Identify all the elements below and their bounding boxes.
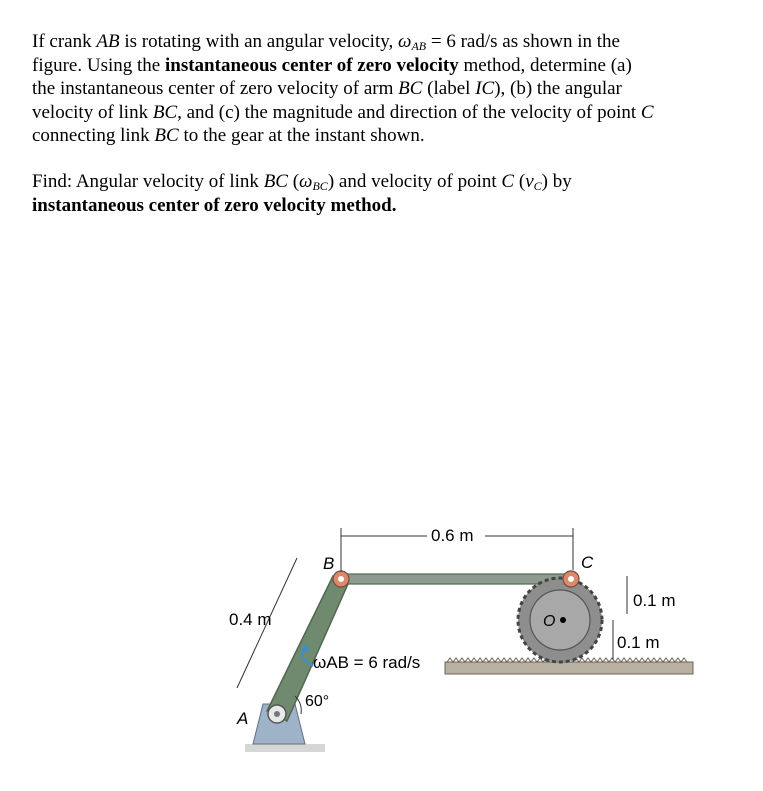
dim-r-top-label: 0.1 m (633, 591, 676, 610)
pin-c-center (568, 576, 574, 582)
dim-ab-label: 0.4 m (229, 610, 272, 629)
pin-b-center (338, 576, 344, 582)
gear-center-o (560, 617, 566, 623)
gear-rack (445, 662, 693, 674)
ground-base (245, 744, 325, 752)
omega-label: ωAB = 6 rad/s (313, 653, 421, 672)
problem-line-5: connecting link BC to the gear at the instant shown. (32, 125, 425, 146)
find-line-2: instantaneous center of zero velocity method. (32, 194, 397, 216)
problem-line-4: velocity of link BC, and (c) the magnitude and direction of the velocity of point C (32, 101, 654, 123)
problem-line-1: If crank AB is rotating with an angular velocity, $\omega_{AB} = 6$ rad/s as shown in the (32, 31, 620, 53)
angle-label: 60° (305, 693, 330, 710)
pin-a-center (274, 711, 280, 717)
find-statement (32, 170, 732, 217)
mechanism-figure (215, 508, 715, 783)
problem-line-3: the instantaneous center of zero velocity of arm BC (label IC), (b) the angular (32, 78, 622, 99)
problem-line-2: figure. Using the instantaneous center of zero velocity method, determine (a) (32, 54, 632, 76)
dim-bc-label: 0.6 m (431, 526, 474, 545)
dim-r-bottom-label: 0.1 m (617, 633, 660, 652)
label-b: B (323, 554, 335, 573)
find-line-1: Find: Angular velocity of link BC $(\omega_{BC})$ and velocity of point C $(v_C)$ by (32, 171, 572, 193)
problem-statement (32, 30, 732, 148)
label-c: C (581, 553, 594, 572)
label-o: O (543, 613, 556, 630)
label-a: A (237, 709, 249, 728)
